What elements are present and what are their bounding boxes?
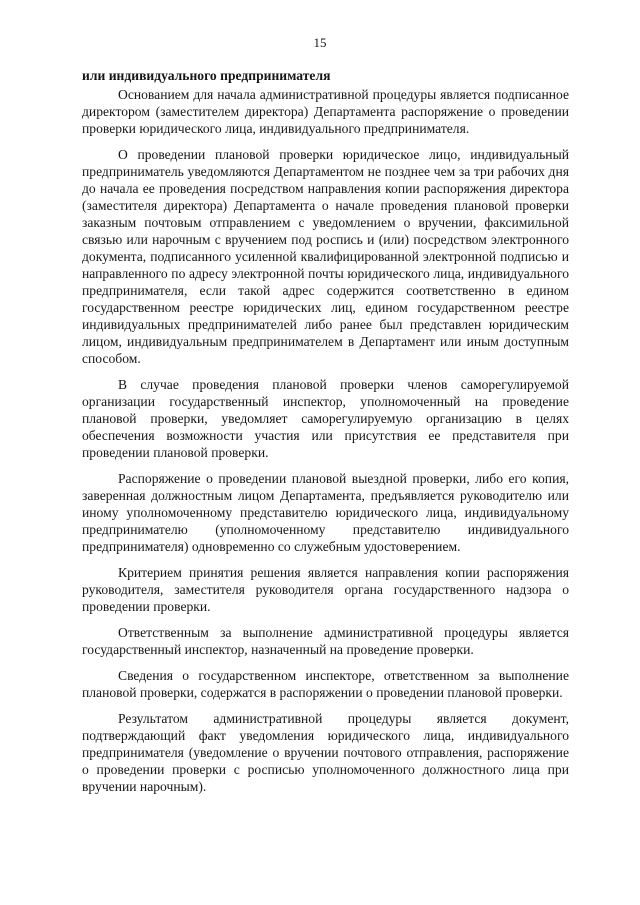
paragraph-notification: О проведении плановой проверки юридическое лицо, индивидуальный предприниматель уведомляются Департаментом не позднее чем за три рабочих дня до начала ее проведения посредством направления копии распоряжения директора (заместителя директора) Департамента о начале проведения плановой проверки заказным почтовым отправлением с уведомлением о вручении, факсимильной связью или нарочным с вручением под роспись и (или) посредством электронного документа, подписанного усиленной квалифицированной электронной подписью и направленного по адресу электронной почты юридического лица, индивидуального предпринимателя, если такой адрес содержится соответственно в едином государственном реестре юридических лиц, едином государственном реестре индивидуальных предпринимателей либо ранее был представлен юридическим лицом, индивидуальным предпринимателем в Департамент или иным доступным способом. [82, 147, 569, 366]
page-number: 15 [313, 35, 327, 50]
paragraph-self-regulatory-org: В случае проведения плановой проверки членов саморегулируемой организации государственный инспектор, уполномоченный на проведение плановой проверки, уведомляет саморегулируемую организацию в целях обеспечения возможности участия или присутствия ее представителя при проведении плановой проверки. [82, 377, 569, 460]
paragraph-responsible-person: Ответственным за выполнение административной процедуры является государственный инспектор, назначенный на проведение проверки. [82, 625, 569, 657]
paragraph-order-presentation: Распоряжение о проведении плановой выездной проверки, либо его копия, заверенная должностным лицом Департамента, предъявляется руководителю или иному уполномоченному представителю юридического лица, индивидуальному предпринимателю (уполномоченному представителю индивидуального предпринимателя) одновременно со служебным удостоверением. [82, 471, 569, 554]
document-body [82, 67, 569, 804]
paragraph-inspector-info: Сведения о государственном инспекторе, ответственном за выполнение плановой проверки, содержатся в распоряжении о проведении плановой проверки. [82, 668, 569, 700]
paragraph-result: Результатом административной процедуры является документ, подтверждающий факт уведомления юридического лица, индивидуального предпринимателя (уведомление о вручении почтового отправления, распоряжение о проведении проверки с росписью уполномоченного должностного лица при вручении нарочным). [82, 711, 569, 794]
paragraph-decision-criterion: Критерием принятия решения является направления копии распоряжения руководителя, заместителя руководителя органа государственного надзора о проведении проверки. [82, 565, 569, 614]
continued-heading-line: или индивидуального предпринимателя [82, 68, 331, 83]
paragraph-basis: Основанием для начала административной процедуры является подписанное директором (заместителем директора) Департамента распоряжение о проведении проверки юридического лица, индивидуального предпринимателя. [82, 87, 569, 136]
